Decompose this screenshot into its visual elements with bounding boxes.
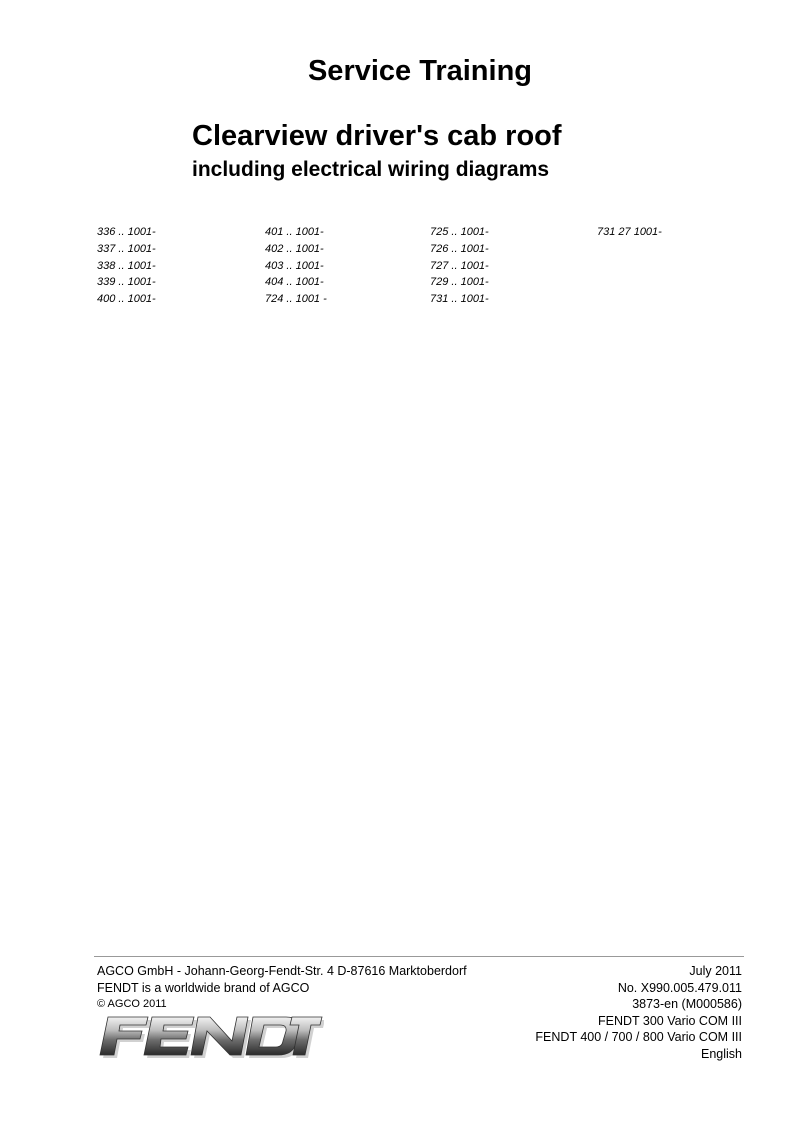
- serial-column-3: [430, 224, 489, 308]
- page-title: Service Training: [307, 55, 533, 87]
- document-code: 3873-en (M000586): [632, 997, 742, 1011]
- serial-number: 339 .. 1001-: [97, 276, 156, 289]
- publication-date: July 2011: [689, 964, 742, 978]
- serial-number: 726 .. 1001-: [430, 242, 489, 255]
- serial-number: 731 .. 1001-: [430, 293, 489, 306]
- serial-column-1: [97, 224, 156, 308]
- footer-divider: [94, 956, 744, 957]
- brand-note: FENDT is a worldwide brand of AGCO: [97, 980, 310, 995]
- serial-number: 729 .. 1001-: [430, 276, 489, 289]
- serial-number: 401 .. 1001-: [265, 226, 324, 238]
- fendt-logo: [96, 1013, 324, 1059]
- subtitle-line-1: Clearview driver's cab roof: [192, 120, 562, 152]
- footer-document-info: [535, 963, 742, 1062]
- serial-number: 727 .. 1001-: [430, 259, 489, 272]
- model-line-1: FENDT 300 Vario COM III: [597, 1013, 742, 1028]
- footer-publisher: [97, 963, 467, 1013]
- serial-number: 336 .. 1001-: [97, 226, 156, 238]
- serial-number: 725 .. 1001-: [430, 226, 489, 238]
- subtitle-block: [192, 118, 562, 183]
- model-line-2: FENDT 400 / 700 / 800 Vario COM III: [535, 1030, 742, 1044]
- serial-number: 337 .. 1001-: [97, 242, 156, 255]
- language: English: [701, 1046, 742, 1061]
- serial-column-4: [597, 224, 662, 241]
- serial-number: 338 .. 1001-: [97, 259, 156, 272]
- fendt-logo-icon: [96, 1013, 324, 1059]
- serial-number: 731 27 1001-: [597, 226, 662, 238]
- serial-number: 403 .. 1001-: [265, 259, 324, 272]
- serial-number: 404 .. 1001-: [265, 276, 324, 289]
- serial-number: 400 .. 1001-: [97, 293, 156, 306]
- serial-number: 724 .. 1001 -: [265, 293, 327, 306]
- document-number: No. X990.005.479.011: [617, 980, 742, 995]
- subtitle-line-2: including electrical wiring diagrams: [192, 158, 550, 181]
- serial-number: 402 .. 1001-: [265, 242, 324, 255]
- serial-column-2: [265, 224, 327, 308]
- publisher-address: AGCO GmbH - Johann-Georg-Fendt-Str. 4 D-87616 Marktoberdorf: [97, 964, 467, 978]
- copyright: © AGCO 2011: [97, 998, 167, 1010]
